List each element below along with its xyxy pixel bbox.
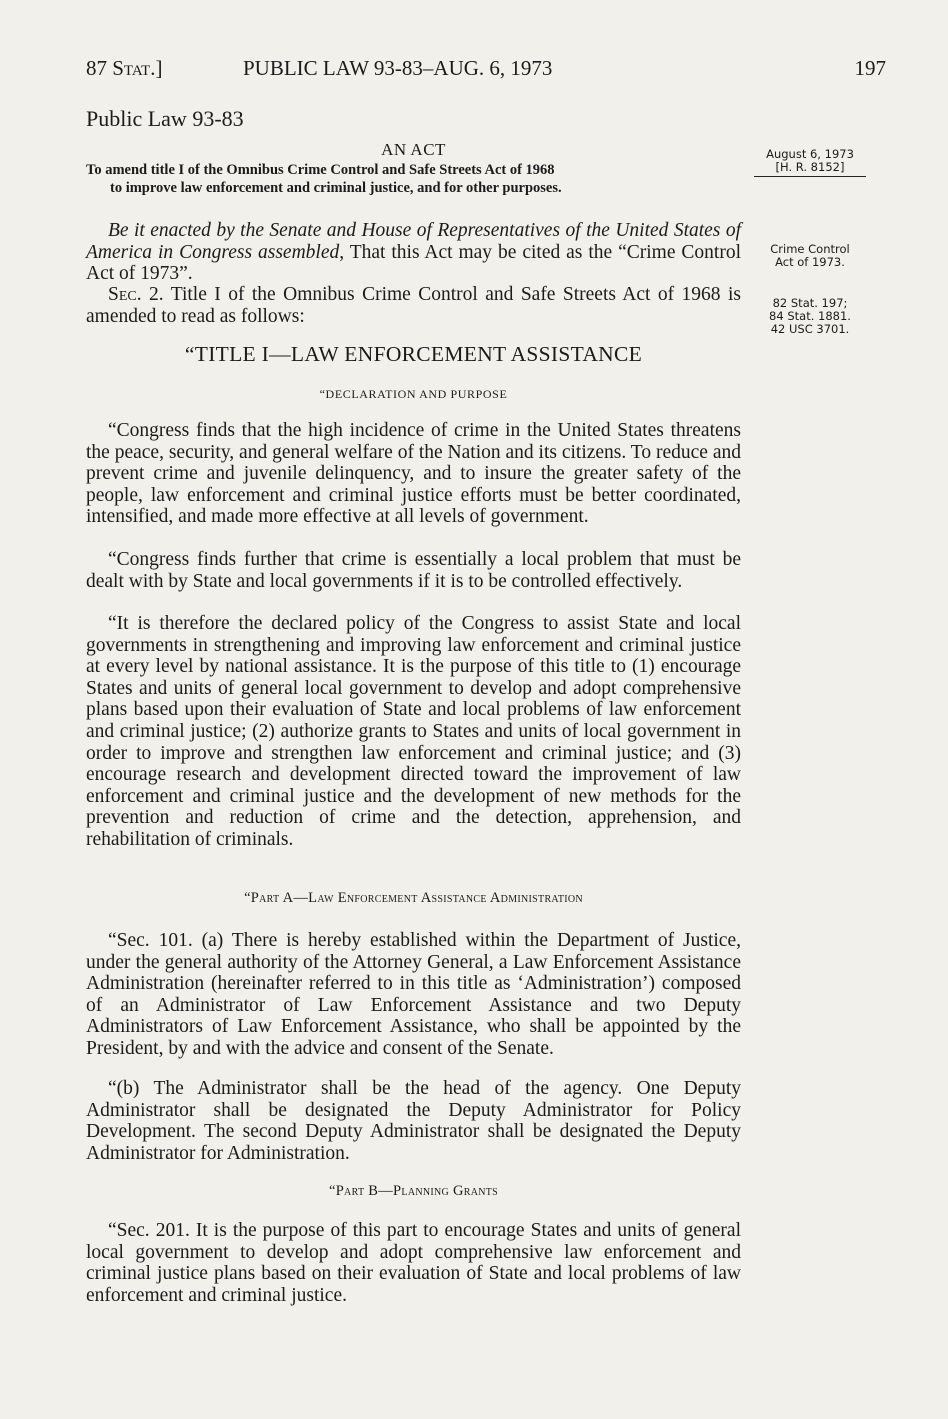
citation-line-3: 42 USC 3701. <box>770 322 850 336</box>
header-running-title: PUBLIC LAW 93-83–AUG. 6, 1973 <box>243 56 553 80</box>
enacting-clause-italic: Be it enacted by the Senate and House of Representatives of the United States of America in Congress assembled <box>86 220 741 263</box>
title-heading: “TITLE I—LAW ENFORCEMENT ASSISTANCE <box>184 342 643 366</box>
bill-number: [H. R. 8152] <box>754 161 866 177</box>
enacting-clause <box>86 220 741 285</box>
citation-line-2: 84 Stat. 1881. <box>769 309 851 323</box>
short-title-line-1: Crime Control <box>770 242 850 256</box>
public-law-title: Public Law 93-83 <box>86 106 244 131</box>
header-stat-label: Stat. <box>112 56 156 80</box>
long-title-line-1: To amend title I of the Omnibus Crime Control and Safe Streets Act of 1968 <box>86 162 555 178</box>
running-header <box>86 56 886 86</box>
section-2-label: Sec. 2. <box>108 284 164 305</box>
section-101-a <box>86 930 741 1060</box>
paragraph-local-problem <box>86 549 741 592</box>
header-volume: 87 <box>86 56 107 80</box>
declaration-heading: “DECLARATION AND PURPOSE <box>319 387 508 401</box>
section-101-b-text: “(b) The Administrator shall be the head of the agency. One Deputy Administrator shall be designated the Deputy Administrator for Policy Development. The second Deputy Administrator shall be designated the Deputy Administrator for Administration. <box>86 1078 741 1164</box>
margin-note-date <box>750 148 870 177</box>
section-101-a-text: “Sec. 101. (a) There is hereby established within the Department of Justice, under the general authority of the Attorney General, a Law Enforcement Assistance Administration (hereinafter referred to in this title as ‘Administration’) composed of an Administrator of Law Enforcement Assistance and two Deputy Administrators of Law Enforcement Assistance, who shall be appointed by the President, by and with the advice and consent of the Senate. <box>86 930 741 1059</box>
margin-note-citations <box>750 297 870 336</box>
header-bracket: ] <box>155 56 163 80</box>
section-201-text: “Sec. 201. It is the purpose of this part to encourage States and units of general local government to develop and adopt comprehensive law enforcement and criminal justice plans based on their evaluation of State and local problems of law enforcement and criminal justice. <box>86 1220 741 1306</box>
an-act-heading: AN ACT <box>381 140 446 159</box>
margin-note-short-title <box>750 243 870 269</box>
section-2 <box>86 284 741 327</box>
long-title <box>86 161 741 197</box>
enactment-date: August 6, 1973 <box>766 147 854 161</box>
long-title-line-2: to improve law enforcement and criminal justice, and for other purposes. <box>110 180 562 196</box>
section-101-b <box>86 1078 741 1164</box>
citation-line-1: 82 Stat. 197; <box>772 296 848 310</box>
short-title-line-2: Act of 1973. <box>775 255 845 269</box>
paragraph-policy <box>86 613 741 851</box>
section-2-text: Title I of the Omnibus Crime Control and Safe Streets Act of 1968 is amended to read as follows: <box>86 284 741 327</box>
part-b-heading: “Part B—Planning Grants <box>328 1183 499 1199</box>
page-number: 197 <box>854 56 886 80</box>
paragraph-findings <box>86 420 741 528</box>
section-201 <box>86 1220 741 1306</box>
header-citation <box>86 56 162 81</box>
paragraph-2: “Congress finds further that crime is essentially a local problem that must be dealt with by State and local governments if it is to be controlled effectively. <box>86 549 741 592</box>
paragraph-1: “Congress finds that the high incidence of crime in the United States threatens the peace, security, and general welfare of the Nation and its citizens. To reduce and prevent crime and juvenile delinquency, and to insure the greater safety of the people, law enforcement and criminal justice efforts must be better coordinated, intensified, and made more effective at all levels of government. <box>86 420 741 528</box>
paragraph-3: “It is therefore the declared policy of the Congress to assist State and local governments in strengthening and improving law enforcement and criminal justice at every level by national assistance. It is the purpose of this title to (1) encourage States and units of general local government to develop and adopt comprehensive plans based upon their evaluation of State and local problems of law enforcement and criminal justice; (2) authorize grants to States and units of local government in order to improve and strengthen law enforcement and criminal justice; and (3) encourage research and development directed toward the improvement of law enforcement and criminal justice and the development of new methods for the prevention and reduction of crime and the detection, apprehension, and rehabilitation of criminals. <box>86 613 741 850</box>
part-a-heading: “Part A—Law Enforcement Assistance Administration <box>244 890 583 906</box>
enacting-clause-rest: , That this Act may be cited as the “Crime Control Act of 1973”. <box>86 241 742 285</box>
